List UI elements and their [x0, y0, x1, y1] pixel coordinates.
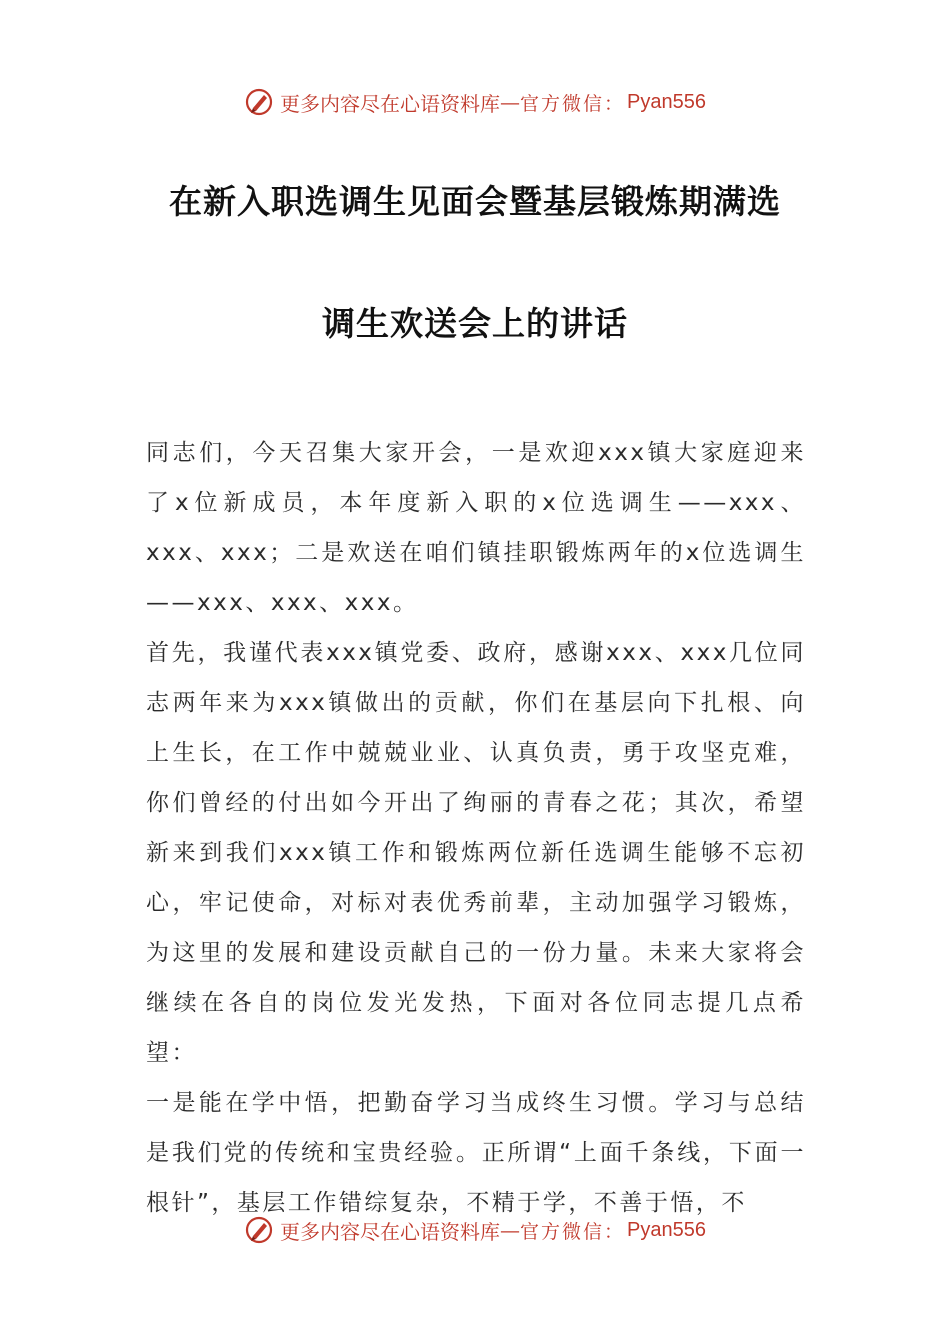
paragraph: 一是能在学中悟，把勤奋学习当成终生习惯。学习与总结是我们党的传统和宝贵经验。正所谓“上面千条线，下面一根针”，基层工作错综复杂，不精于学，不善于悟，不: [146, 1090, 806, 1216]
watermark-wechat-label: 官方微信：: [520, 1220, 626, 1243]
paragraph: 首先，我谨代表xxx镇党委、政府，感谢xxx、xxx几位同志两年来为xxx镇做出的贡献，你们在基层向下扎根、向上生长，在工作中兢兢业业、认真负责，勇于攻坚克难，你们曾经的付出如今开出了绚丽的青春之花；其次，希望新来到我们xxx镇工作和锻炼两位新任选调生能够不忘初心，牢记使命，对标对表优秀前辈，主动加强学习锻炼，为这里的发展和建设贡献自己的一份力量。未来大家将会继续在各自的岗位发光发热，下面对各位同志提几点希望：: [146, 640, 806, 1066]
paragraph: 同志们，今天召集大家开会，一是欢迎xxx镇大家庭迎来了x位新成员，本年度新入职的x位选调生——xxx、xxx、xxx；二是欢送在咱们镇挂职锻炼两年的x位选调生——xxx、xxx、xxx。: [146, 440, 806, 616]
watermark-text: 更多内容尽在心语资料库: [280, 1219, 500, 1244]
pen-circle-icon: [244, 1215, 274, 1245]
watermark-footer: [0, 1210, 950, 1250]
watermark-wechat-label: 官方微信：: [520, 92, 626, 115]
document-title-line-1: 在新入职选调生见面会暨基层锻炼期满选: [169, 182, 781, 221]
document-title-line-2: 调生欢送会上的讲话: [322, 304, 628, 343]
pen-circle-icon: [244, 87, 274, 117]
watermark-dash: —: [500, 90, 520, 114]
watermark-dash: —: [500, 1218, 520, 1242]
watermark-wechat-id: Pyan556: [627, 90, 706, 113]
document-body: [146, 428, 806, 1228]
watermark-wechat-id: Pyan556: [627, 1218, 706, 1241]
watermark-text: 更多内容尽在心语资料库: [280, 91, 500, 116]
watermark-header: [0, 82, 950, 122]
